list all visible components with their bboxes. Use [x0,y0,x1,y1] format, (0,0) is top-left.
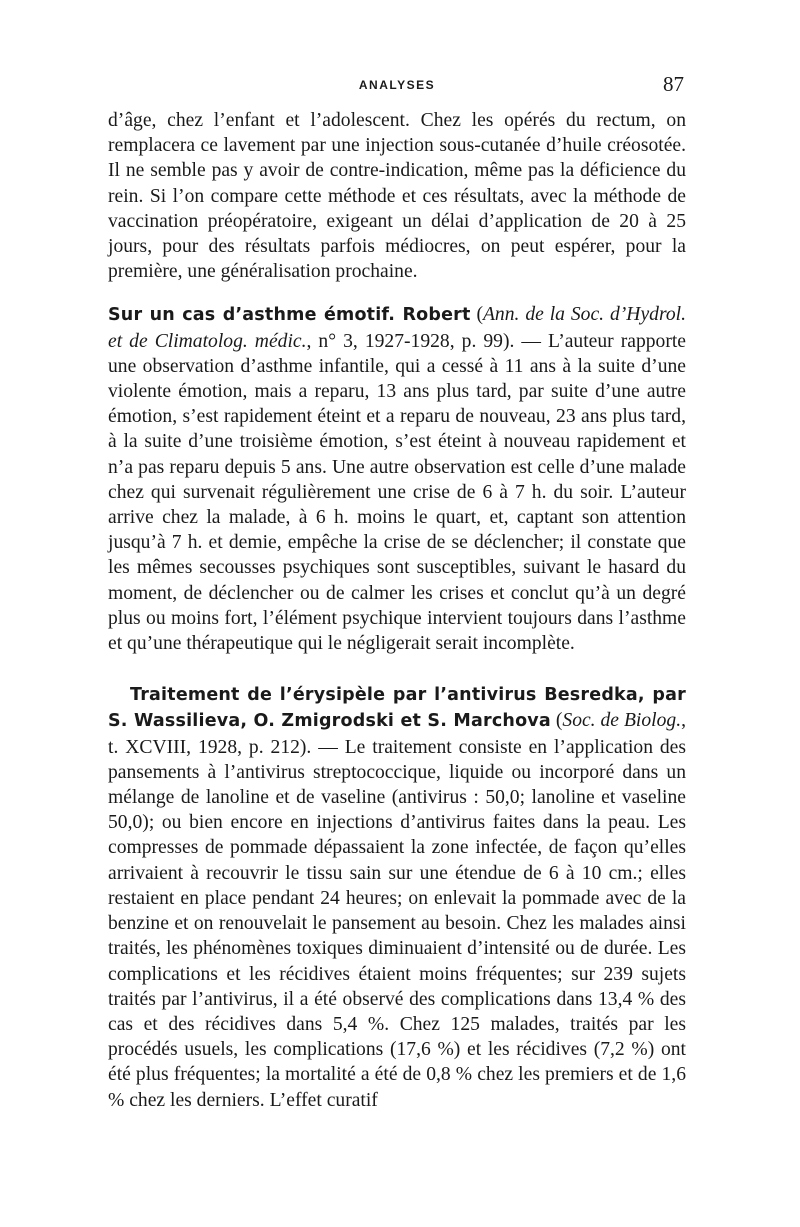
citation-details: , n° 3, 1927-1928, p. 99). [306,330,515,352]
article-title: Traitement de l’érysipèle par l’antivirus Besredka, par S. Wassilieva, O. Zmigrodski et S. Marchova [108,685,686,732]
article-body: — Le traitement consiste en l’application des pansements à l’antivirus streptococcique, liquide ou incorporé dans un mélange de lanoline et de vaseline (antivirus : 50,0; lanoline et vaseline 50,0); ou bien encore en injections d’antivirus faites dans la peau. Les compresses de pommade dépassaient la zone infectée, de façon qu’elles arrivaient à recouvrir le tissu sain sur une étendue de 6 à 10 cm.; elles restaient en place pendant 24 heures; on enlevait la pommade avec de la benzine et on renouvelait le pansement au besoin. Chez les malades ainsi traités, les phénomènes toxiques diminuaient d’intensité ou de durée. Les complications et les récidives étaient moins fréquentes; sur 239 sujets traités par l’antivirus, il a été observé des complications dans 13,4 % des cas et des récidives dans 5,4 %. Chez 125 malades, traités par les procédés usuels, les complications (17,6 %) et les récidives (7,2 %) ont été plus fréquentes; la mortalité a été de 0,8 % chez les premiers et de 1,6 % chez les derniers. L’effet curatif [108,736,687,1111]
article-title: Sur un cas d’asthme émotif. Robert [108,305,471,326]
page-body [108,108,686,1113]
article-body: — L’auteur rapporte une observation d’asthme infantile, qui a cessé à 11 ans à la suite d’une violente émotion, mais a reparu, 13 ans plus tard, par suite d’une autre émotion, s’est rapidement éteint et a reparu de nouveau, 23 ans plus tard, à la suite d’une troisième émotion, s’est éteint à nouveau rapidement et n’a pas reparu depuis 5 ans. Une autre observation est celle d’une malade chez qui survenait régulièrement une crise de 6 à 7 h. du soir. L’auteur arrive chez la malade, à 6 h. moins le quart, et, captant son attention jusqu’à 7 h. et demie, empêche la crise de se déclencher; il constate que les mêmes secousses psychiques sont susceptibles, suivant le hasard du moment, de déclencher ou de calmer les crises et conclut qu’à un degré plus ou moins fort, l’élément psychique intervient toujours dans l’asthme et qu’une thérapeutique qui le négligerait serait incomplète. [108,330,687,655]
running-title: ANALYSES [358,78,436,92]
page-number: 87 [663,72,684,96]
citation-details: , t. XCVIII, 1928, p. 212). [108,710,686,758]
citation-open: ( [470,304,483,326]
article-erysipele [108,682,686,1112]
article-asthme [108,302,686,656]
citation-open: ( [550,710,563,732]
page-header [108,70,686,100]
intro-paragraph: d’âge, chez l’enfant et l’adolescent. Chez les opérés du rectum, on remplacera ce lavement par une injection sous-cutanée d’huile créosotée. Il ne semble pas y avoir de contre-indication, même pas la déficience du rein. Si l’on compare cette méthode et ces résultats, avec la méthode de vaccination préopératoire, exigeant un délai d’application de 20 à 25 jours, pour des résultats parfois médiocres, on peut espérer, pour la première, une généralisation prochaine. [108,110,686,283]
citation-journal: Soc. de Biolog. [562,710,682,732]
citation-journal: Ann. de la Soc. d’Hydrol. et de Climatolog. médic. [108,304,686,352]
